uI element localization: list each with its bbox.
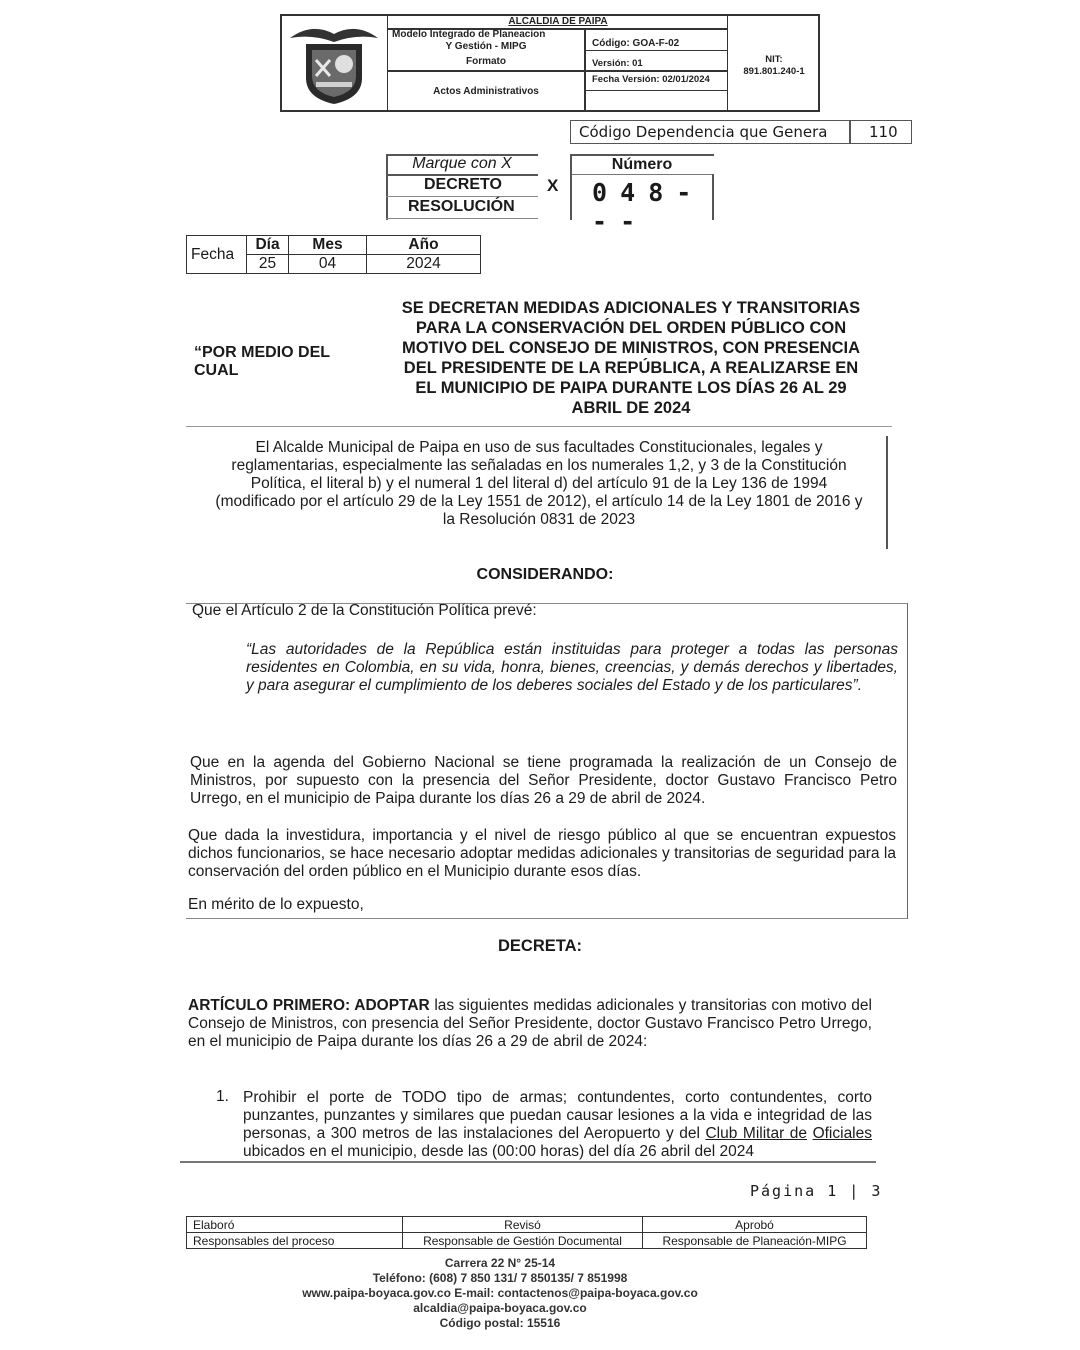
codigo-dependencia-value: 110: [869, 123, 898, 141]
preamble-line: la Resolución 0831 de 2023: [442, 511, 636, 528]
approval-table: [186, 1216, 867, 1249]
considerando-p2: Que en la agenda del Gobierno Nacional se tiene programada la realización de un Consejo de Ministros, por supuesto con la presencia del Señor Presidente, doctor Gustavo Francisco Petro Urrego, en el municipio de Paipa durante los días 26 a 29 de abril de 2024.: [190, 754, 897, 807]
contact-postal: Código postal: 15516: [439, 1316, 561, 1330]
articulo-primero: [188, 997, 872, 1051]
header-version: Versión: 01: [592, 58, 643, 69]
coat-of-arms-icon: [282, 16, 386, 110]
preamble-line: Política, el literal b) y el numeral 1 del literal d) del artículo 91 de la Ley 136 de 1994: [250, 475, 828, 492]
mes-value: 04: [289, 255, 367, 274]
resolucion-option: RESOLUCIÓN: [408, 198, 515, 215]
codigo-dependencia-box: [570, 120, 912, 144]
decreta-heading: DECRETA:: [497, 937, 583, 955]
codigo-dependencia-label: Código Dependencia que Genera: [579, 123, 828, 141]
item-1-text: [243, 1089, 872, 1161]
decreto-mark: X: [547, 176, 559, 195]
title-line: PARA LA CONSERVACIÓN DEL ORDEN PÚBLICO CON: [415, 319, 847, 337]
aprobo-who: Responsable de Planeación-MIPG: [643, 1233, 867, 1249]
elaboro-label: Elaboró: [187, 1217, 403, 1233]
considerando-quote: “Las autoridades de la República están instituidas para proteger a todas las personas residentes en Colombia, en su vida, honra, bienes, creencias, y demás derechos y libertades, y para asegurar el cumplimiento de los deberes sociales del Estado y de los particulares”.: [246, 641, 898, 694]
item-1-text-a: Prohibir el porte de TODO tipo de armas; contundentes, corto contundentes, corto punzantes, punzantes y similares que puedan causar lesiones a la vida e integridad de las personas, a 300 metros de las instalaciones del Aeropuerto y del: [243, 1089, 872, 1142]
considerando-p4: En mérito de lo expuesto,: [188, 896, 364, 913]
header-model-line2: Y Gestión - MIPG: [445, 41, 527, 52]
decree-title: [378, 298, 884, 418]
header-middle: [388, 16, 728, 112]
nit-value: 891.801.240-1: [743, 66, 805, 77]
contact-address: Carrera 22 N° 25-14: [444, 1256, 556, 1270]
header-codigo: Código: GOA-F-02: [592, 38, 680, 49]
preamble-line: (modificado por el artículo 29 de la Ley 1551 de 2012), el artículo 14 de la Ley 1801 de 2016 y: [215, 493, 863, 510]
preamble: [194, 439, 884, 529]
nit-label: NIT:: [765, 54, 783, 65]
header-model-line1: Modelo Integrado de Planeacion: [392, 29, 546, 40]
articulo-primero-text: las siguientes medidas adicionales y transitorias con motivo del Consejo de Ministros, con presencia del Señor Presidente, doctor Gustavo Francisco Petro Urrego, en el municipio de Paipa durante los días 26 a 29 de abril de 2024:: [188, 997, 872, 1050]
anio-label: Año: [367, 236, 481, 255]
preamble-line: El Alcalde Municipal de Paipa en uso de sus facultades Constitucionales, legales y: [255, 439, 823, 456]
contact-info: [290, 1256, 710, 1331]
reviso-label: Revisó: [403, 1217, 643, 1233]
header-formato: Formato: [466, 56, 506, 67]
marque-box: [386, 154, 538, 220]
item-1-number: 1.: [216, 1088, 229, 1105]
item-1-underline-2: Oficiales: [812, 1125, 872, 1142]
considerando-p3: Que dada la investidura, importancia y el nivel de riesgo público al que se encuentran expuestos dichos funcionarios, se hace necesario adoptar medidas adicionales y transitorias de seguridad para la conservación del orden público en el Municipio durante esos días.: [188, 827, 896, 880]
header-actos: Actos Administrativos: [433, 86, 539, 97]
anio-value: 2024: [367, 255, 481, 274]
title-line: ABRIL DE 2024: [571, 399, 691, 417]
numero-value: 0 4 8 - - -: [592, 178, 691, 236]
fecha-label: Fecha: [187, 236, 247, 274]
municipal-seal-logo: [282, 16, 388, 112]
considerando-p1: Que el Artículo 2 de la Constitución Política prevé:: [192, 602, 537, 619]
dia-value: 25: [247, 255, 289, 274]
contact-web: www.paipa-boyaca.gov.co E-mail: contactenos@paipa-boyaca.gov.co: [302, 1286, 698, 1300]
title-line: EL MUNICIPIO DE PAIPA DURANTE LOS DÍAS 26 AL 29: [415, 379, 847, 397]
preamble-line: reglamentarias, especialmente las señaladas en los numerales 1,2, y 3 de la Constitución: [231, 457, 847, 474]
item-1-text-b: ubicados en el municipio, desde las (00:00 horas) del día 26 abril del 2024: [243, 1143, 754, 1160]
numero-label: Número: [611, 156, 673, 173]
reviso-who: Responsable de Gestión Documental: [403, 1233, 643, 1249]
numero-box: [570, 154, 714, 236]
header-nit: [728, 16, 820, 112]
page-number: Página 1 | 3: [750, 1182, 883, 1200]
contact-email: alcaldia@paipa-boyaca.gov.co: [413, 1301, 587, 1315]
title-line: MOTIVO DEL CONSEJO DE MINISTROS, CON PRESENCIA: [401, 339, 861, 357]
title-line: SE DECRETAN MEDIDAS ADICIONALES Y TRANSITORIAS: [401, 299, 861, 317]
elaboro-who: Responsables del proceso: [187, 1233, 403, 1249]
header-fecha-version: Fecha Versión: 02/01/2024: [592, 74, 710, 85]
fecha-table: [186, 235, 481, 274]
item-1-underline-1: Club Militar de: [705, 1125, 808, 1142]
title-left: “POR MEDIO DEL CUAL: [194, 344, 330, 379]
title-line: DEL PRESIDENTE DE LA REPÚBLICA, A REALIZARSE EN: [403, 359, 859, 377]
dia-label: Día: [247, 236, 289, 255]
aprobo-label: Aprobó: [643, 1217, 867, 1233]
mes-label: Mes: [289, 236, 367, 255]
document-header: [280, 14, 820, 112]
header-org: ALCALDIA DE PAIPA: [508, 16, 608, 27]
articulo-primero-label: ARTÍCULO PRIMERO: ADOPTAR: [188, 997, 430, 1014]
decreto-option: DECRETO: [424, 176, 502, 193]
contact-phone: Teléfono: (608) 7 850 131/ 7 850135/ 7 851998: [372, 1271, 628, 1285]
marque-heading: Marque con X: [412, 155, 512, 172]
considerando-heading: CONSIDERANDO:: [476, 566, 614, 583]
